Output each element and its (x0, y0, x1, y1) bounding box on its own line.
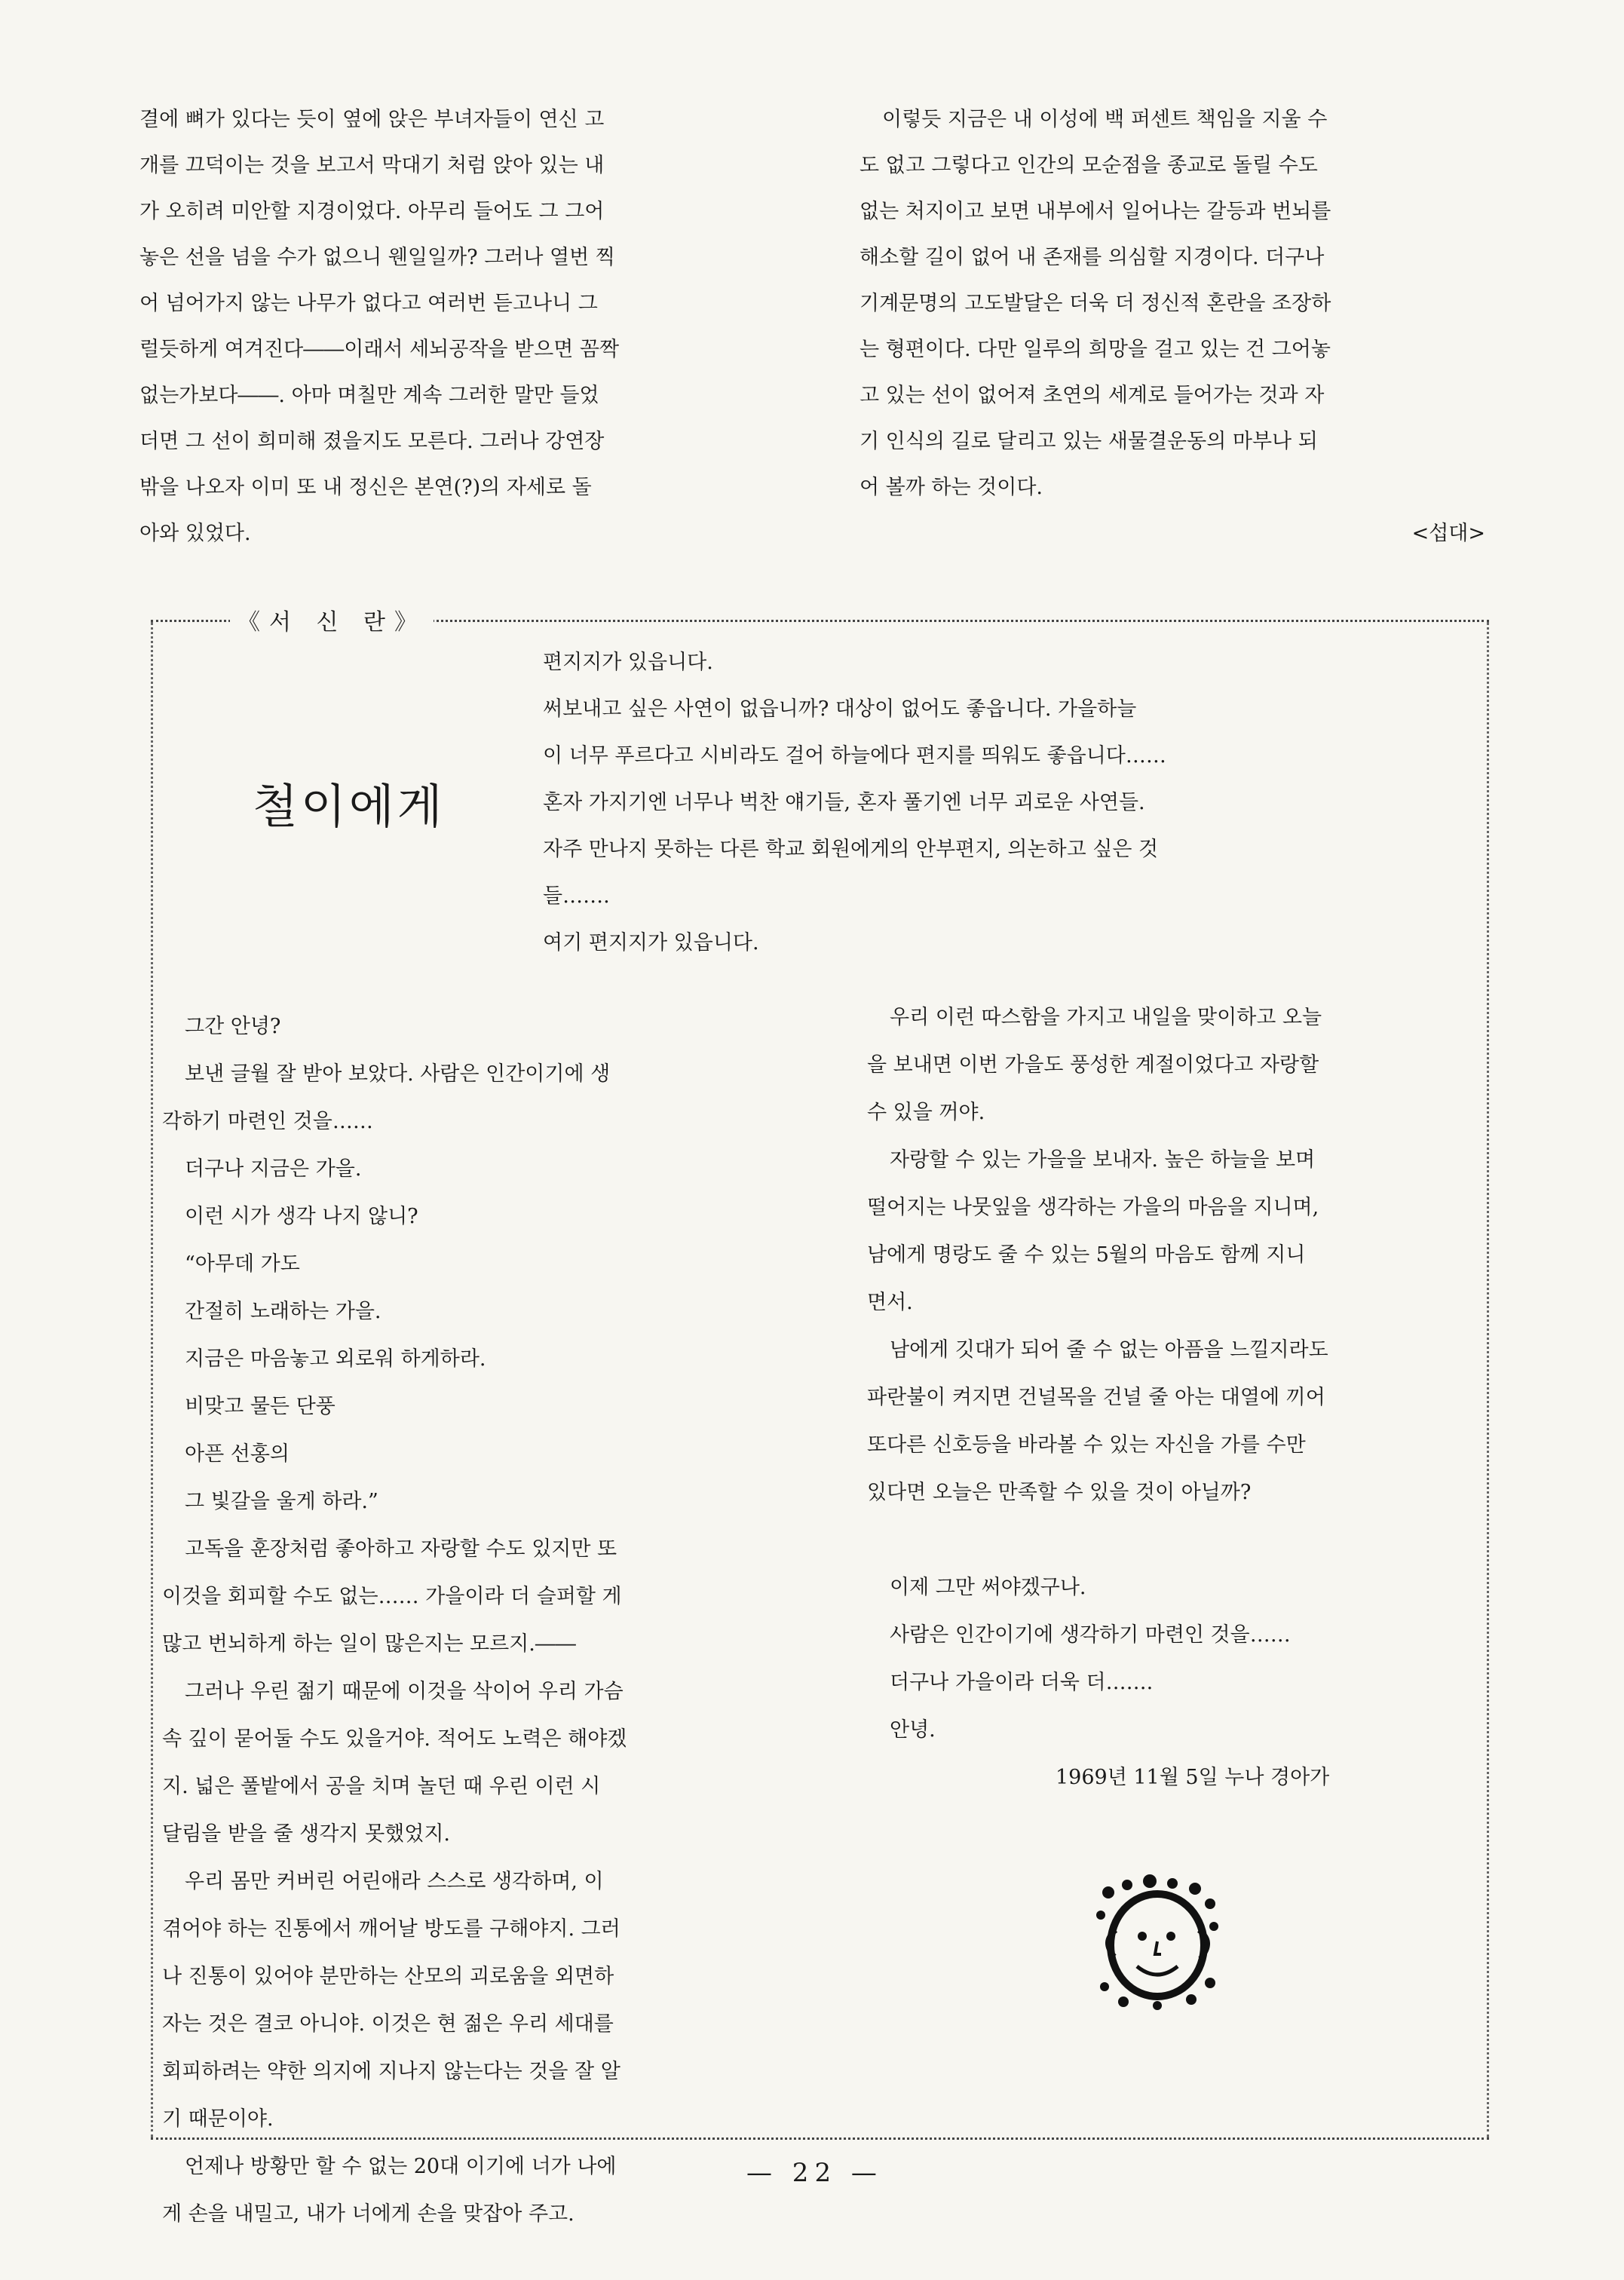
essay-line: 기계문명의 고도발달은 더욱 더 정신적 혼란을 조장하 (859, 292, 1331, 315)
letter-line: 회피하려는 약한 의지에 지나지 않는다는 것을 잘 알 (162, 2060, 620, 2083)
letter-line: 을 보내면 이번 가을도 풍성한 계절이었다고 자랑할 (867, 1053, 1319, 1077)
essay-line: 밖을 나오자 이미 또 내 정신은 본연(?)의 자세로 돌 (139, 476, 592, 499)
essay-line: 어 넘어가지 않는 나무가 없다고 여러번 듣고나니 그 (139, 292, 598, 315)
letter-line: 보낸 글월 잘 받아 보았다. 사람은 인간이기에 생 (185, 1062, 611, 1086)
letter-line: 비맞고 물든 단풍 (185, 1395, 336, 1418)
letter-line (867, 1516, 1470, 1564)
letter-line: “아무데 가도 (185, 1252, 300, 1276)
essay-left-column (139, 97, 788, 556)
letter-line: 지. 넓은 풀밭에서 공을 치며 놀던 때 우린 이런 시 (162, 1775, 601, 1798)
essay-line: 해소할 길이 없어 내 존재를 의심할 지경이다. 더구나 (859, 246, 1325, 269)
letter-line: 자는 것은 결코 아니야. 이것은 현 젊은 우리 세대를 (162, 2012, 614, 2036)
letter-line: 이제 그만 써야겠구나. (890, 1576, 1086, 1599)
letter-line: 달림을 받을 줄 생각지 못했었지. (162, 1822, 450, 1846)
letter-line: 수 있을 꺼야. (867, 1101, 985, 1124)
letter-line: 이런 시가 생각 나지 않니? (185, 1205, 418, 1228)
intro-line: 자주 만나지 못하는 다른 학교 회원에게의 안부편지, 의논하고 싶은 것 (543, 838, 1159, 861)
letter-line: 떨어지는 나뭇잎을 생각하는 가을의 마음을 지니며, (867, 1196, 1319, 1219)
essay-line: 결에 뼈가 있다는 듯이 옆에 앉은 부녀자들이 연신 고 (139, 108, 605, 131)
letter-line: 자랑할 수 있는 가을을 보내자. 높은 하늘을 보며 (890, 1148, 1316, 1172)
letter-line: 안녕. (890, 1718, 936, 1742)
letter-line: 사람은 인간이기에 생각하기 마련인 것을…… (890, 1623, 1291, 1647)
intro-line: 혼자 가지기엔 너무나 벅찬 얘기들, 혼자 풀기엔 너무 괴로운 사연들. (543, 791, 1145, 814)
intro-line: 써보내고 싶은 사연이 없읍니까? 대상이 없어도 좋읍니다. 가을하늘 (543, 697, 1137, 721)
essay-line: 놓은 선을 넘을 수가 없으니 웬일일까? 그러나 열번 찍 (139, 246, 615, 269)
essay-line: 도 없고 그렇다고 인간의 모순점을 종교로 돌릴 수도 (859, 154, 1318, 177)
essay-line: 는 형편이다. 다만 일루의 희망을 걸고 있는 건 그어놓 (859, 338, 1331, 361)
letter-line: 언제나 방황만 할 수 없는 20대 이기에 너가 나에 (185, 2155, 617, 2178)
intro-line: 들……. (543, 884, 610, 908)
section-title: 철이에게 (253, 779, 446, 834)
essay-right-column (859, 97, 1485, 556)
essay-line: 럴듯하게 여겨진다――이래서 세뇌공작을 받으면 꼼짝 (139, 338, 620, 361)
essay-line: 없는 처지이고 보면 내부에서 일어나는 갈등과 번뇌를 (859, 200, 1331, 223)
letter-line: 있다면 오늘은 만족할 수 있을 것이 아닐까? (867, 1481, 1252, 1504)
intro-line: 편지지가 있읍니다. (543, 651, 713, 674)
letter-line: 게 손을 내밀고, 내가 너에게 손을 맞잡아 주고. (162, 2202, 575, 2226)
intro-line: 여기 편지지가 있읍니다. (543, 931, 759, 955)
letter-line: 이것을 회피할 수도 없는…… 가을이라 더 슬퍼할 게 (162, 1585, 622, 1608)
essay-line: 아와 있었다. (139, 522, 251, 545)
letter-line: 고독을 훈장처럼 좋아하고 자랑할 수도 있지만 또 (185, 1537, 617, 1561)
essay-line: 고 있는 선이 없어져 초연의 세계로 들어가는 것과 자 (859, 384, 1325, 407)
letter-line: 남에게 깃대가 되어 줄 수 없는 아픔을 느낄지라도 (890, 1338, 1328, 1362)
letter-section-left-rule (151, 622, 153, 2138)
essay-line: 기 인식의 길로 달리고 있는 새물결운동의 마부나 되 (859, 430, 1318, 453)
letter-line: 그간 안녕? (185, 1015, 281, 1038)
letter-line: 겪어야 하는 진통에서 깨어날 방도를 구해야지. 그러 (162, 1917, 620, 1941)
page-number: — 22 — (746, 2158, 883, 2188)
letter-line: 그러나 우린 젊기 때문에 이것을 삭이어 우리 가슴 (185, 1680, 624, 1703)
letter-line: 아픈 선홍의 (185, 1442, 290, 1466)
essay-line: 어 볼까 하는 것이다. (859, 476, 1043, 499)
letter-line: 그 빛갈을 울게 하라.” (185, 1490, 378, 1513)
letter-line: 많고 번뇌하게 하는 일이 많은지는 모르지.―― (162, 1632, 576, 1656)
essay-line: 이렇듯 지금은 내 이성에 백 퍼센트 책임을 지울 수 (882, 108, 1328, 131)
letter-line: 속 깊이 묻어둘 수도 있을거야. 적어도 노력은 해야겠 (162, 1727, 627, 1751)
section-header: 《서 신 란》 (230, 603, 434, 636)
smiling-face-illustration-icon (1086, 1870, 1229, 2013)
letter-line: 파란불이 켜지면 건널목을 건널 줄 아는 대열에 끼어 (867, 1386, 1325, 1409)
letter-left-column (162, 1003, 803, 2238)
letter-signoff: 1969년 11월 5일 누나 경아가 (1056, 1766, 1330, 1789)
letter-line: 우리 몸만 커버린 어린애라 스스로 생각하며, 이 (185, 1870, 604, 1893)
letter-section-right-rule (1487, 622, 1489, 2138)
intro-line: 이 너무 푸르다고 시비라도 걸어 하늘에다 편지를 띄워도 좋읍니다…… (543, 744, 1166, 768)
essay-signature: <섭대> (1411, 522, 1485, 545)
letter-line: 나 진통이 있어야 분만하는 산모의 괴로움을 외면하 (162, 1965, 614, 1988)
letter-line: 또다른 신호등을 바라볼 수 있는 자신을 가를 수만 (867, 1433, 1306, 1457)
essay-line: 개를 끄덕이는 것을 보고서 막대기 처럼 앉아 있는 내 (139, 154, 605, 177)
letter-line: 기 때문이야. (162, 2107, 274, 2131)
letter-line: 지금은 마음놓고 외로워 하게하라. (185, 1347, 486, 1371)
section-intro (543, 639, 1448, 967)
letter-line: 면서. (867, 1291, 913, 1314)
letter-line: 우리 이런 따스함을 가지고 내일을 맞이하고 오늘 (890, 1006, 1322, 1029)
essay-line: 더면 그 선이 희미해 졌을지도 모른다. 그러나 강연장 (139, 430, 605, 453)
essay-line: 가 오히려 미안할 지경이었다. 아무리 들어도 그 그어 (139, 200, 605, 223)
letter-line: 간절히 노래하는 가을. (185, 1300, 381, 1323)
letter-right-column (867, 994, 1470, 1801)
essay-line: 없는가보다――. 아마 며칠만 계속 그러한 말만 들었 (139, 384, 599, 407)
letter-line: 더구나 가을이라 더욱 더……. (890, 1671, 1154, 1694)
letter-line: 각하기 마련인 것을…… (162, 1110, 373, 1133)
letter-line: 더구나 지금은 가을. (185, 1157, 362, 1181)
letter-line: 남에게 명랑도 줄 수 있는 5월의 마음도 함께 지니 (867, 1243, 1306, 1267)
